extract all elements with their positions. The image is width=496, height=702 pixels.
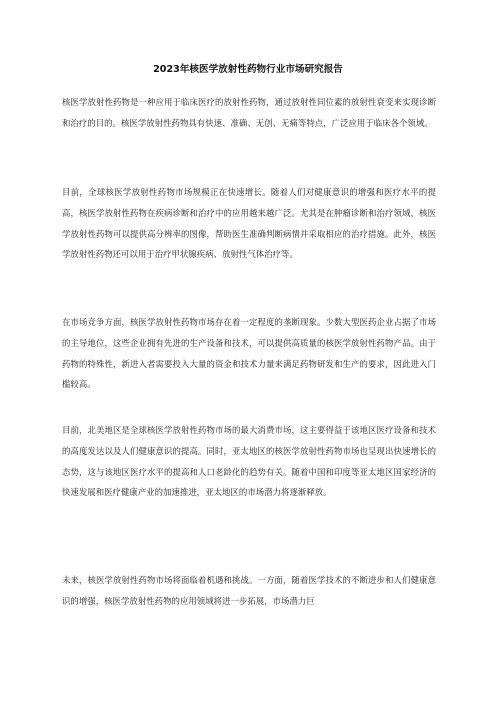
paragraph-intro: 核医学放射性药物是一种应用于临床医疗的放射性药物，通过放射性同位素的放射性衰变来实现诊断和治疗的目的。核医学放射性药物具有快速、准确、无创、无痛等特点，广泛应用于临床各个领域。 [62, 97, 436, 128]
paragraph-market-size: 目前，全球核医学放射性药物市场规模正在快速增长。随着人们对健康意识的增强和医疗水平的提高，核医学放射性药物在疾病诊断和治疗中的应用越来越广泛。尤其是在肿瘤诊断和治疗领域，核医学放射性药物可以提供高分辨率的图像，帮助医生准确判断病情并采取相应的治疗措施。此外，核医学放射性药物还可以用于治疗甲状腺疾病、放射性气体治疗等。 [62, 187, 436, 260]
document-title: 2023年核医学放射性药物行业市场研究报告 [153, 64, 343, 75]
paragraph-competition: 在市场竞争方面，核医学放射性药物市场存在着一定程度的垄断现象。少数大型医药企业占据了市场的主导地位，这些企业拥有先进的生产设备和技术，可以提供高质量的核医学放射性药物产品。由于药物的特殊性，新进入者需要投入大量的资金和技术力量来满足药物研发和生产的要求，因此进入门槛较高。 [62, 317, 436, 390]
paragraph-regions: 目前，北美地区是全球核医学放射性药物市场的最大消费市场，这主要得益于该地区医疗设备和技术的高度发达以及人们健康意识的提高。同时，亚太地区的核医学放射性药物市场也呈现出快速增长的态势，这与该地区医疗水平的提高和人口老龄化的趋势有关。随着中国和印度等亚太地区国家经济的快速发展和医疗健康产业的加速推进，亚太地区的市场潜力将逐渐释放。 [62, 425, 436, 498]
paragraph-outlook: 未来，核医学放射性药物市场将面临着机遇和挑战。一方面，随着医学技术的不断进步和人们健康意识的增强，核医学放射性药物的应用领域将进一步拓展，市场潜力巨 [62, 575, 436, 606]
